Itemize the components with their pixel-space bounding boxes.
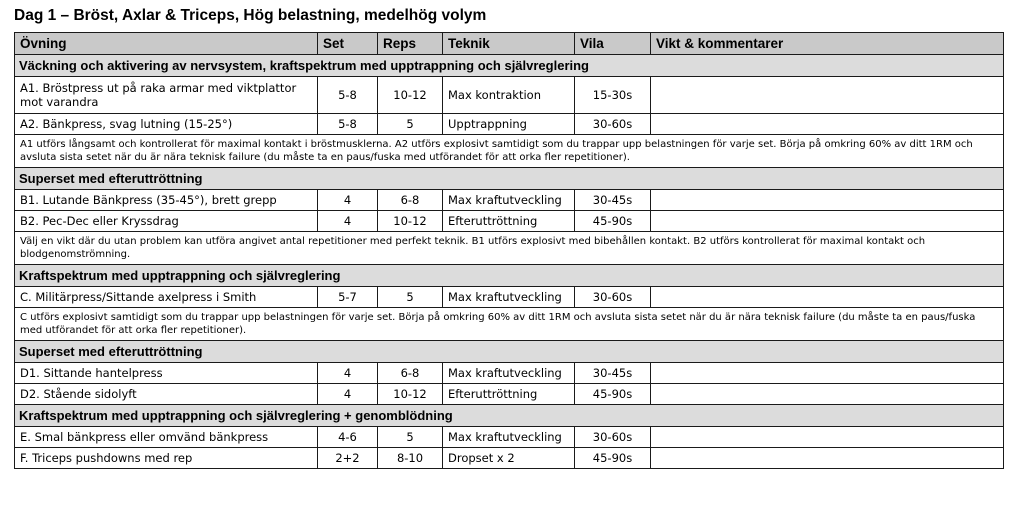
rest-cell: 30-60s xyxy=(575,427,651,448)
section-title: Superset med efteruttröttning xyxy=(15,168,1004,190)
note-row xyxy=(15,135,1004,168)
comment-cell[interactable] xyxy=(651,384,1004,405)
set-cell: 2+2 xyxy=(318,448,378,469)
set-cell: 4-6 xyxy=(318,427,378,448)
rest-cell: 30-45s xyxy=(575,190,651,211)
technique-cell: Dropset x 2 xyxy=(443,448,575,469)
workout-table xyxy=(14,32,1004,469)
reps-cell: 10-12 xyxy=(378,384,443,405)
section-title: Kraftspektrum med upptrappning och självreglering + genomblödning xyxy=(15,405,1004,427)
set-cell: 5-7 xyxy=(318,287,378,308)
set-cell: 5-8 xyxy=(318,114,378,135)
reps-cell: 6-8 xyxy=(378,363,443,384)
table-row xyxy=(15,427,1004,448)
header-exercise: Övning xyxy=(15,33,318,55)
set-cell: 4 xyxy=(318,363,378,384)
exercise-cell: D1. Sittande hantelpress xyxy=(15,363,318,384)
comment-cell[interactable] xyxy=(651,77,1004,114)
section-title: Superset med efteruttröttning xyxy=(15,341,1004,363)
exercise-cell: A2. Bänkpress, svag lutning (15-25°) xyxy=(15,114,318,135)
table-row xyxy=(15,190,1004,211)
section-row xyxy=(15,168,1004,190)
table-row xyxy=(15,77,1004,114)
exercise-cell: F. Triceps pushdowns med rep xyxy=(15,448,318,469)
table-row xyxy=(15,384,1004,405)
rest-cell: 30-60s xyxy=(575,114,651,135)
table-row xyxy=(15,211,1004,232)
exercise-cell: C. Militärpress/Sittande axelpress i Smith xyxy=(15,287,318,308)
exercise-cell: A1. Bröstpress ut på raka armar med viktplattor mot varandra xyxy=(15,77,318,114)
exercise-cell: B2. Pec-Dec eller Kryssdrag xyxy=(15,211,318,232)
set-cell: 4 xyxy=(318,211,378,232)
reps-cell: 5 xyxy=(378,114,443,135)
comment-cell[interactable] xyxy=(651,190,1004,211)
technique-cell: Max kraftutveckling xyxy=(443,427,575,448)
reps-cell: 5 xyxy=(378,427,443,448)
table-row xyxy=(15,287,1004,308)
section-note: Välj en vikt där du utan problem kan utföra angivet antal repetitioner med perfekt teknik. B1 utförs explosivt med bibehållen kontakt. B2 utförs kontrollerat för maximal kontakt och blodgenomströmning. xyxy=(15,232,1004,265)
note-row xyxy=(15,232,1004,265)
header-row xyxy=(15,33,1004,55)
section-note: A1 utförs långsamt och kontrollerat för maximal kontakt i bröstmusklerna. A2 utförs explosivt samtidigt som du trappar upp belastningen för varje set. Börja på omkring 60% av ditt 1RM och avsluta sista setet när du är nära teknisk failure (du måste ta en paus/fuska med utförandet för att orka fler repetitioner). xyxy=(15,135,1004,168)
note-row xyxy=(15,308,1004,341)
comment-cell[interactable] xyxy=(651,448,1004,469)
section-row xyxy=(15,55,1004,77)
comment-cell[interactable] xyxy=(651,211,1004,232)
section-title: Väckning och aktivering av nervsystem, kraftspektrum med upptrappning och självreglering xyxy=(15,55,1004,77)
technique-cell: Upptrappning xyxy=(443,114,575,135)
technique-cell: Max kraftutveckling xyxy=(443,287,575,308)
reps-cell: 6-8 xyxy=(378,190,443,211)
page-title: Dag 1 – Bröst, Axlar & Triceps, Hög belastning, medelhög volym xyxy=(14,7,487,24)
technique-cell: Efteruttröttning xyxy=(443,211,575,232)
reps-cell: 10-12 xyxy=(378,77,443,114)
reps-cell: 8-10 xyxy=(378,448,443,469)
exercise-cell: E. Smal bänkpress eller omvänd bänkpress xyxy=(15,427,318,448)
reps-cell: 10-12 xyxy=(378,211,443,232)
comment-cell[interactable] xyxy=(651,114,1004,135)
section-title: Kraftspektrum med upptrappning och självreglering xyxy=(15,265,1004,287)
rest-cell: 30-60s xyxy=(575,287,651,308)
set-cell: 4 xyxy=(318,384,378,405)
set-cell: 4 xyxy=(318,190,378,211)
table-row xyxy=(15,363,1004,384)
section-row xyxy=(15,405,1004,427)
header-rest: Vila xyxy=(575,33,651,55)
reps-cell: 5 xyxy=(378,287,443,308)
header-technique: Teknik xyxy=(443,33,575,55)
section-row xyxy=(15,341,1004,363)
set-cell: 5-8 xyxy=(318,77,378,114)
table-row xyxy=(15,114,1004,135)
technique-cell: Max kontraktion xyxy=(443,77,575,114)
technique-cell: Max kraftutveckling xyxy=(443,363,575,384)
technique-cell: Max kraftutveckling xyxy=(443,190,575,211)
exercise-cell: B1. Lutande Bänkpress (35-45°), brett grepp xyxy=(15,190,318,211)
comment-cell[interactable] xyxy=(651,363,1004,384)
rest-cell: 45-90s xyxy=(575,448,651,469)
rest-cell: 15-30s xyxy=(575,77,651,114)
section-row xyxy=(15,265,1004,287)
rest-cell: 30-45s xyxy=(575,363,651,384)
comment-cell[interactable] xyxy=(651,427,1004,448)
header-set: Set xyxy=(318,33,378,55)
table-row xyxy=(15,448,1004,469)
comment-cell[interactable] xyxy=(651,287,1004,308)
rest-cell: 45-90s xyxy=(575,384,651,405)
header-reps: Reps xyxy=(378,33,443,55)
technique-cell: Efteruttröttning xyxy=(443,384,575,405)
rest-cell: 45-90s xyxy=(575,211,651,232)
exercise-cell: D2. Stående sidolyft xyxy=(15,384,318,405)
header-comments: Vikt & kommentarer xyxy=(651,33,1004,55)
section-note: C utförs explosivt samtidigt som du trappar upp belastningen för varje set. Börja på omkring 60% av ditt 1RM och avsluta sista setet när du är nära teknisk failure (du måste ta en paus/fuska med utförandet för att orka fler repetitioner). xyxy=(15,308,1004,341)
